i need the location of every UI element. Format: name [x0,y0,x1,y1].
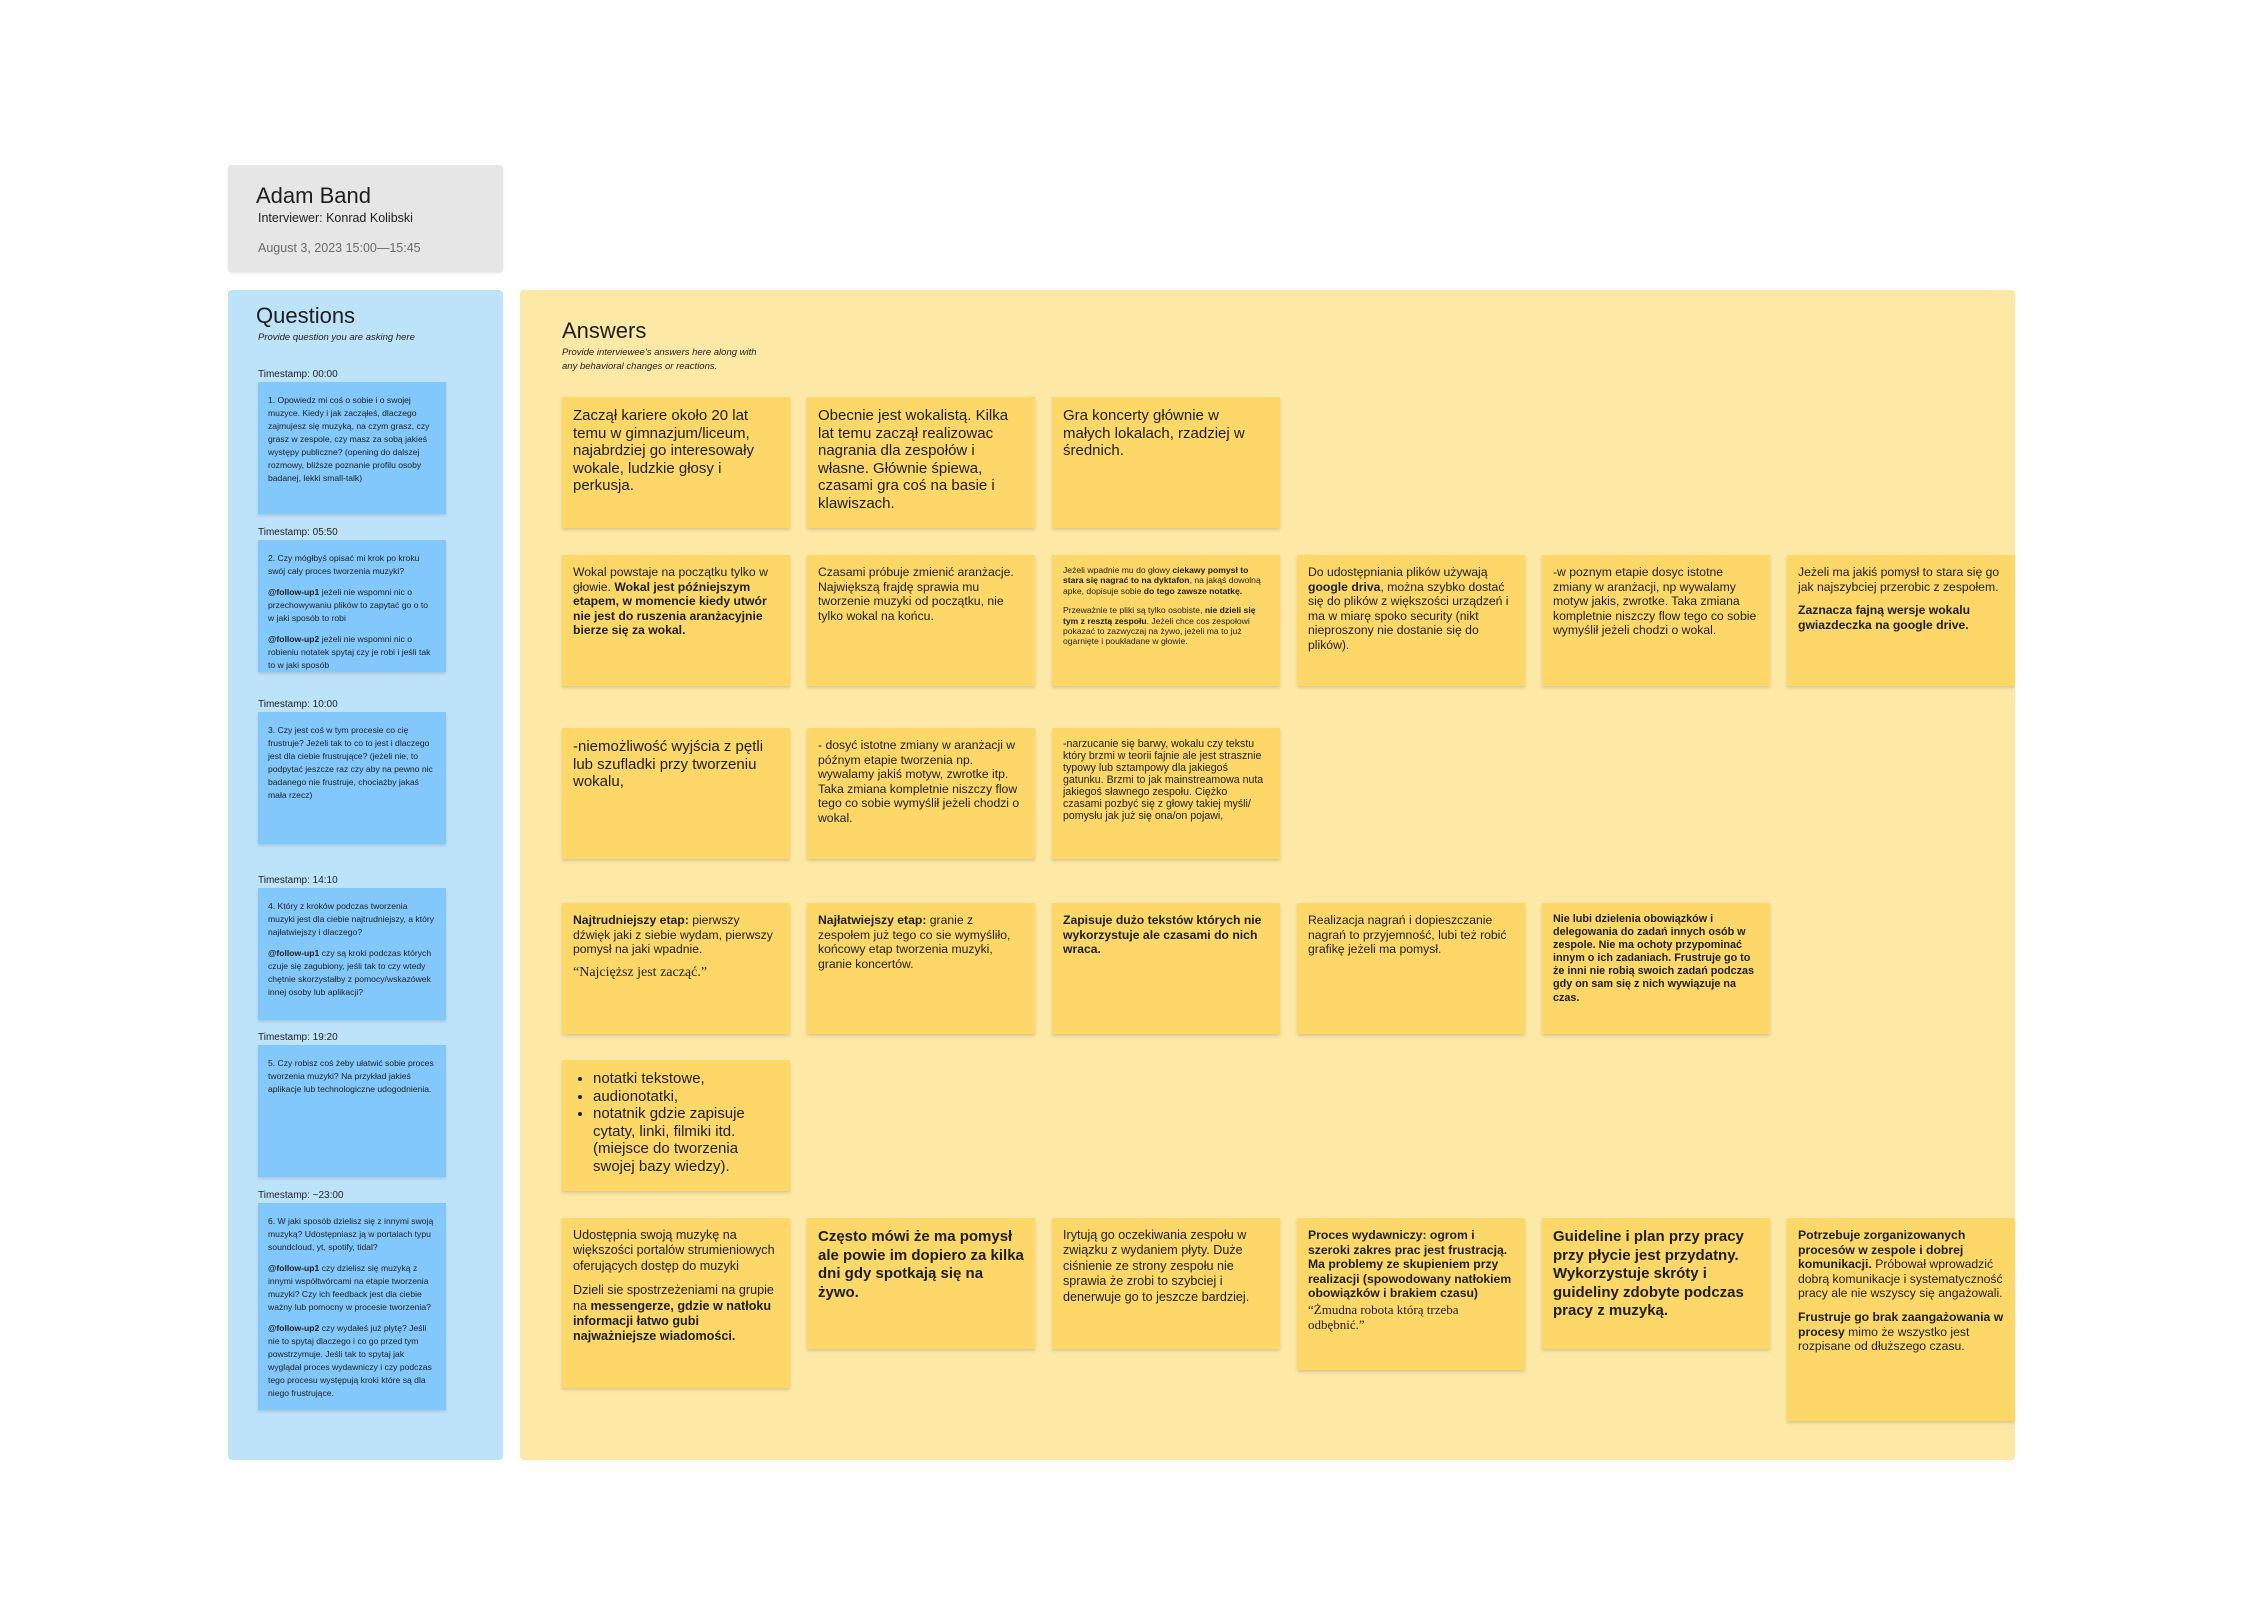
answer-text [1798,1228,2004,1301]
question-text: 3. Czy jest coś w tym procesie co cię frustruje? Jeżeli tak to co to jest i dlaczego jest dla ciebie frustrujące? (jeżeli nie, to podpytać jeszcze raz czy aby na pewno nic badanego nie frustruje, chociażby jakaś mała rzecz) [268,725,433,800]
question-sticky-4[interactable] [258,888,446,1020]
answer-sticky[interactable] [1542,903,1770,1034]
answer-text-bold: Najłatwiejszy etap: [818,913,927,927]
answer-text-part: pierwszy dźwięk jaki z siebie wydam, pierwszy pomysł na jaki wpadnie. [573,913,773,957]
answer-text-bold: Zapisuje dużo tekstów których nie wykorzystuje ale czasami do nich wraca. [1063,913,1262,957]
bullet-list [573,1070,779,1175]
answer-sticky[interactable] [562,555,790,686]
follow-up-1 [268,947,436,999]
question-sticky-2[interactable] [258,540,446,672]
answers-title: Answers [562,318,647,343]
answer-text-part: Wokal powstaje na początku tylko w głowie. [573,565,768,594]
answer-sticky[interactable] [562,903,790,1034]
answer-text [1063,565,1269,596]
answer-text-bold: google driva [1308,579,1381,594]
answer-text-bold: Najtrudniejszy etap: [573,913,689,927]
answer-text-bold: Frustruje go brak zaangażowania w procesy [1798,1309,2004,1339]
follow-up-2 [268,1322,436,1400]
answer-sticky[interactable] [807,555,1035,686]
follow-up-tag: @follow-up2 [268,634,320,644]
answer-text: -w poznym etapie dosyc istotne zmiany w aranżacji, np wywalamy motyw jakis, zwrotke. Taka zmiana kompletnie niszczy flow tego co sobie wymyślił jeżeli chodzi o wokal. [1553,565,1757,638]
answer-sticky[interactable] [1052,728,1280,859]
answer-text: Zaczął kariere około 20 lat temu w gimnazjum/liceum, najabrdziej go interesowały wokale, ludzkie głosy i perkusja. [573,407,754,494]
answer-sticky[interactable] [807,903,1035,1034]
answer-text: Obecnie jest wokalistą. Kilka lat temu zaczął realizowac nagrania dla zespołów i własne. Głównie śpiewa, czasami gra coś na basie i klawiszach. [818,407,1009,512]
answer-text-bold: nie dzieli się tym z resztą zespołu [1063,605,1256,626]
answer-text-part: Przeważnie te pliki są tylko osobiste, [1063,605,1205,616]
answer-text-part: Dzieli sie spostrzeżeniami na grupie na [573,1283,774,1313]
answer-sticky[interactable] [1052,1218,1280,1349]
answer-sticky[interactable] [1297,1218,1525,1370]
answer-text-part: granie z zespołem już tego co sie wymyśliło, końcowy etap tworzenia muzyki, granie koncertów. [818,913,1011,971]
answer-text [1063,605,1269,647]
interviewer-label: Interviewer: Konrad Kolibski [258,211,413,225]
answer-text: Realizacja nagrań i dopieszczanie nagrań to przyjemność, lubi też robić grafikę jeżeli ma pomysł. [1308,913,1507,957]
follow-up-tag: @follow-up1 [268,948,320,958]
answer-text: Guideline i plan przy pracy przy płycie jest przydatny. Wykorzystuje skróty i guideliny zdobyte podczas pracy z muzyką. [1553,1228,1744,1319]
interview-date: August 3, 2023 15:00—15:45 [258,241,421,255]
answers-subtitle-line-2: any behavioral changes or reactions. [562,361,718,372]
question-text: 6. W jaki sposób dzielisz się z innymi swoją muzyką? Udostępniasz ją w portalach typu soundcloud, yt, spotify, tidal? [268,1216,434,1252]
answer-text: Często mówi że ma pomysł ale powie im dopiero za kilka dni gdy spotkają się na żywo. [818,1228,1024,1301]
list-item: • notatnik gdzie zapisuje cytaty, linki, filmiki itd. (miejsce do tworzenia swojej bazy wiedzy). [593,1105,779,1175]
answer-text: -niemożliwość wyjścia z pętli lub szufladki przy tworzeniu wokalu, [573,738,764,790]
answer-text-part: Jeżeli wpadnie mu do głowy [1063,565,1173,575]
list-item: • audionotatki, [593,1088,779,1106]
answer-text [1308,565,1514,653]
quote-text: “Najcięższ jest zacząć.” [573,964,708,980]
answer-sticky-list[interactable] [562,1060,790,1191]
follow-up-text: jeżeli nie wspomni nic o robieniu notatek spytaj czy je robi i jeśli tak to w jaki sposób [268,634,431,670]
follow-up-tag: @follow-up1 [268,1263,320,1273]
answer-text [573,1283,779,1345]
answer-sticky[interactable] [1542,555,1770,686]
answer-sticky[interactable] [1052,397,1280,528]
timestamp-label: Timestamp: 10:00 [258,699,338,710]
answer-sticky[interactable] [562,1218,790,1388]
answer-text [1798,1310,2004,1354]
question-text: 5. Czy robisz coś żeby ułatwić sobie proces tworzenia muzyki? Na przykład jakieś aplikacje lub technologiczne udogodnienia. [268,1058,434,1094]
question-text: 1. Opowiedz mi coś o sobie i o swojej muzyce. Kiedy i jak zacząłeś, dlaczego zajmujesz się muzyką, na czym grasz, czy grasz w zespole, czy masz za sobą jakieś występy publiczne? (opening do dalszej rozmowy, bliższe poznanie profilu osoby badanej, lekki small-talk) [268,395,430,483]
follow-up-2 [268,633,436,672]
question-sticky-5[interactable] [258,1045,446,1177]
answer-sticky[interactable] [1542,1218,1770,1349]
answer-text: Jeżeli ma jakiś pomysł to stara się go jak najszybciej przerobic z zespołem. [1798,565,2000,594]
interviewee-name: Adam Band [256,183,371,208]
answers-section[interactable] [520,290,2015,1460]
answer-sticky[interactable] [1787,1218,2015,1421]
answer-text-part: , można szybko dostać się do plików z większości urządzeń i ma w miarę spoko security (nikt nieproszony nie dostanie się do plików). [1308,579,1509,652]
answer-sticky[interactable] [807,397,1035,528]
follow-up-1 [268,586,436,625]
answer-text-part: Do udostępniania plików używają [1308,565,1488,579]
follow-up-text: czy dzielisz się muzyką z innymi współtwórcami na etapie tworzenia muzyki? Czy ich feedback jest dla ciebie ważny lub pomocny w procesie tworzenia? [268,1263,431,1312]
question-text: 4. Który z kroków podczas tworzenia muzyki jest dla ciebie najtrudniejszy, a który najłatwiejszy i dlaczego? [268,901,435,937]
answer-sticky[interactable] [807,1218,1035,1349]
answer-text-bold: Wokal jest późniejszym etapem, w momencie kiedy utwór nie jest do ruszenia aranżacyjnie bierze się za wokal. [573,579,767,638]
follow-up-text: czy wydałeś już płytę? Jeśli nie to spytaj dlaczego i co go przed tym powstrzymuje. Jeśli tak to spytaj jak wyglądał proces wydawniczy i czy podczas tego procesu występują kroki które są dla niego frustrujące. [268,1323,432,1398]
answers-subtitle-line-1: Provide interviewee's answers here along with [562,347,757,358]
answer-text-part: Próbował wprowadzić dobrą komunikacje i systematyczność pracy ale nie wszyscy się angażowali. [1798,1257,2003,1301]
questions-section[interactable] [228,290,503,1460]
follow-up-text: czy są kroki podczas których czuje się zagubiony, jeśli tak to czy wtedy chętnie skorzystałby z pomocy/wskazówek innej osoby lub aplikacji? [268,948,432,997]
answer-text: Gra koncerty głównie w małych lokalach, rzadziej w średnich. [1063,407,1245,459]
timestamp-label: Timestamp: 14:10 [258,875,338,886]
answer-text-bold: ciekawy pomysł to stara się nagrać to na dyktafon [1063,565,1249,586]
question-sticky-3[interactable] [258,712,446,844]
question-sticky-6[interactable] [258,1203,446,1410]
answer-sticky[interactable] [562,397,790,528]
questions-subtitle: Provide question you are asking here [258,332,415,343]
answer-sticky[interactable] [1297,555,1525,686]
list-item: • notatki tekstowe, [593,1070,779,1088]
interview-header-card[interactable] [228,165,503,272]
follow-up-tag: @follow-up2 [268,1323,320,1333]
timestamp-label: Timestamp: ~23:00 [258,1190,344,1201]
answer-text [818,913,1024,971]
timestamp-label: Timestamp: 00:00 [258,369,338,380]
answer-text: Irytują go oczekiwania zespołu w związku z wydaniem płyty. Duże ciśnienie ze strony zespołu nie sprawia że zrobi to szybciej i denerwuje go to jeszcze bardziej. [1063,1228,1250,1304]
quote-text: “Żmudna robota którą trzeba odbębnić.” [1308,1301,1459,1332]
answer-sticky[interactable] [562,728,790,859]
timestamp-label: Timestamp: 05:50 [258,527,338,538]
answer-text: Udostępnia swoją muzykę na większości portalów strumieniowych oferujących dostęp do muzyki [573,1228,775,1273]
answer-sticky[interactable] [1052,903,1280,1034]
answer-sticky[interactable] [807,728,1035,859]
follow-up-text: jeżeli nie wspomni nic o przechowywaniu plików to zapytać go o to w jaki sposób to robi [268,587,429,623]
answer-text-bold: Nie lubi dzielenia obowiązków i delegowania do zadań innych osób w zespole. Nie ma ochoty przypominać innym o ich zadaniach. Frustruje go to że inni nie robią swoich zadań podczas gdy on sam się z nich wywiązuje na czas. [1553,913,1754,1004]
answer-text-bold: messengerze, gdzie w natłoku informacji łatwo gubi najważniejsze wiadomości. [573,1298,772,1344]
answer-sticky[interactable] [1787,555,2015,686]
answer-sticky[interactable] [1297,903,1525,1034]
questions-title: Questions [256,303,356,328]
question-text: 2. Czy mógłbyś opisać mi krok po kroku swój cały proces tworzenia muzyki? [268,553,420,576]
answer-text-bold: do tego zawsze notatkę. [1143,585,1243,596]
answer-text-part: mimo że wszystko jest rozpisane od dłuższego czasu. [1798,1324,1970,1354]
answer-text: - dosyć istotne zmiany w aranżacji w późnym etapie tworzenia np. wywalamy jakiś motyw, zwrotke itp. Taka zmiana kompletnie niszczy flow tego co sobie wymyślił jeżeli chodzi o wokal. [818,738,1020,825]
follow-up-tag: @follow-up1 [268,587,320,597]
answer-text-bold: Proces wydawniczy: ogrom i szeroki zakres prac jest frustracją. Ma problemy ze skupieniem przy realizacji (spowodowany natłokiem obowiązków i brakiem czasu) [1308,1228,1512,1301]
answer-text-bold: Zaznacza fajną wersje wokalu gwiazdeczka na google drive. [1798,603,1971,632]
answer-text [573,913,779,957]
answer-text: Czasami próbuje zmienić aranżacje. Największą frajdę sprawia mu tworzenie muzyki od początku, nie tylko wokal na końcu. [818,565,1014,623]
timestamp-label: Timestamp: 19:20 [258,1032,338,1043]
answer-sticky[interactable] [1052,555,1280,686]
answer-text: -narzucanie się barwy, wokalu czy tekstu który brzmi w teorii fajnie ale jest strasznie typowy lub sztampowy dla jakiegoś gatunku. Brzmi to jak mainstreamowa nuta jakiegoś sławnego zespołu. Ciężko czasami pozbyć się z głowy takiej myśli/ pomysłu jak już się ona/on pojawi, [1063,738,1264,822]
question-sticky-1[interactable] [258,382,446,514]
answer-text [573,565,779,638]
answer-text-part: , na jakąś dowolną apke, dopisuje sobie [1063,575,1261,596]
answer-text-bold: Potrzebuje zorganizowanych procesów w zespole i dobrej komunikacji. [1798,1228,1966,1272]
answer-text-part: . Jeżeli chce cos zespołowi pokazać to zazwyczaj na żywo, jeżeli ma to już ogarnięte i poukładane w głowie. [1063,615,1250,647]
follow-up-1 [268,1262,436,1314]
